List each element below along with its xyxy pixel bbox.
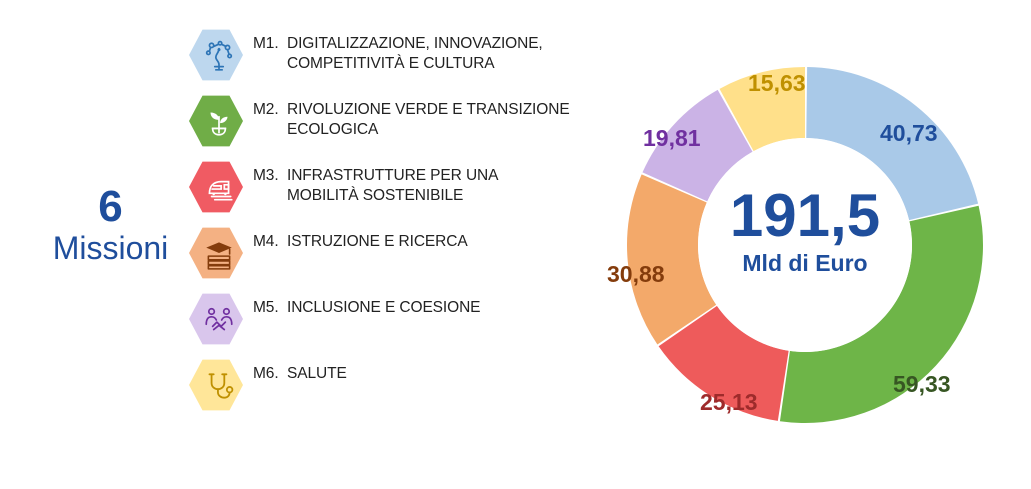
legend-text-m5: [247, 288, 480, 318]
legend-label-m2-line2: ECOLOGICA: [287, 120, 379, 138]
legend-item-m1[interactable]: [185, 24, 605, 90]
legend-icon-wrap-m1: [185, 26, 247, 84]
legend-label-m2: [287, 100, 570, 140]
legend-label-m5: INCLUSIONE E COESIONE: [287, 299, 481, 316]
legend-label-m3-line1: INFRASTRUTTURE PER UNA: [287, 167, 499, 184]
legend-label-m1: [287, 34, 543, 74]
legend-text-m2: [247, 90, 570, 140]
legend-item-m4[interactable]: [185, 222, 605, 288]
legend-label-m3-line2: MOBILITÀ SOSTENIBILE: [287, 186, 464, 204]
digital-network-icon: [202, 39, 236, 73]
donut-center-total: 191,5: [729, 182, 881, 249]
legend-label-m6: SALUTE: [287, 365, 347, 382]
hexagon-shape-m1: [189, 28, 243, 82]
legend-icon-wrap-m3: [185, 158, 247, 216]
legend-label-m2-line1: RIVOLUZIONE VERDE E TRANSIZIONE: [287, 101, 570, 118]
slice-value-m5: 19,81: [643, 125, 701, 151]
legend-code-m2: M2.: [253, 101, 279, 118]
missions-summary: [38, 182, 183, 266]
legend-icon-wrap-m6: [185, 356, 247, 414]
high-speed-train-icon: [202, 171, 236, 205]
legend-text-m1: [247, 24, 543, 74]
donut-center-unit: Mld di Euro: [742, 250, 868, 276]
legend-icon-wrap-m4: [185, 224, 247, 282]
legend-item-m5[interactable]: [185, 288, 605, 354]
slice-value-m1: 40,73: [880, 120, 938, 146]
legend-item-m6[interactable]: [185, 354, 605, 420]
missions-count: 6: [98, 182, 123, 231]
legend-text-m4: [247, 222, 468, 252]
legend: [185, 24, 605, 420]
legend-code-m5: M5.: [253, 299, 279, 316]
plant-sprout-icon: [202, 105, 236, 139]
legend-text-m6: [247, 354, 347, 384]
handshake-people-icon: [202, 303, 236, 337]
legend-label-m1-line1: DIGITALIZZAZIONE, INNOVAZIONE,: [287, 35, 543, 52]
legend-code-m3: M3.: [253, 167, 279, 184]
legend-label-m4: ISTRUZIONE E RICERCA: [287, 233, 468, 250]
hexagon-shape-m2: [189, 94, 243, 148]
legend-item-m3[interactable]: [185, 156, 605, 222]
slice-value-m6: 15,63: [748, 70, 806, 96]
slice-value-m2: 59,33: [893, 371, 951, 397]
legend-label-m3: [287, 166, 498, 206]
hexagon-shape-m3: [189, 160, 243, 214]
legend-label-m1-line2: COMPETITIVITÀ E CULTURA: [287, 54, 495, 72]
legend-icon-wrap-m2: [185, 92, 247, 150]
legend-icon-wrap-m5: [185, 290, 247, 348]
legend-code-m4: M4.: [253, 233, 279, 250]
hexagon-shape-m4: [189, 226, 243, 280]
legend-code-m6: M6.: [253, 365, 279, 382]
donut-hole: [698, 138, 912, 352]
legend-text-m3: [247, 156, 498, 206]
graduation-books-icon: [202, 237, 236, 271]
legend-item-m2[interactable]: [185, 90, 605, 156]
slice-value-m4: 30,88: [607, 261, 665, 287]
donut-chart: [585, 8, 1025, 483]
legend-code-m1: M1.: [253, 35, 279, 52]
hexagon-shape-m6: [189, 358, 243, 412]
slice-value-m3: 25,13: [700, 389, 758, 415]
hexagon-shape-m5: [189, 292, 243, 346]
stethoscope-icon: [202, 369, 236, 403]
missions-word: Missioni: [52, 230, 169, 266]
